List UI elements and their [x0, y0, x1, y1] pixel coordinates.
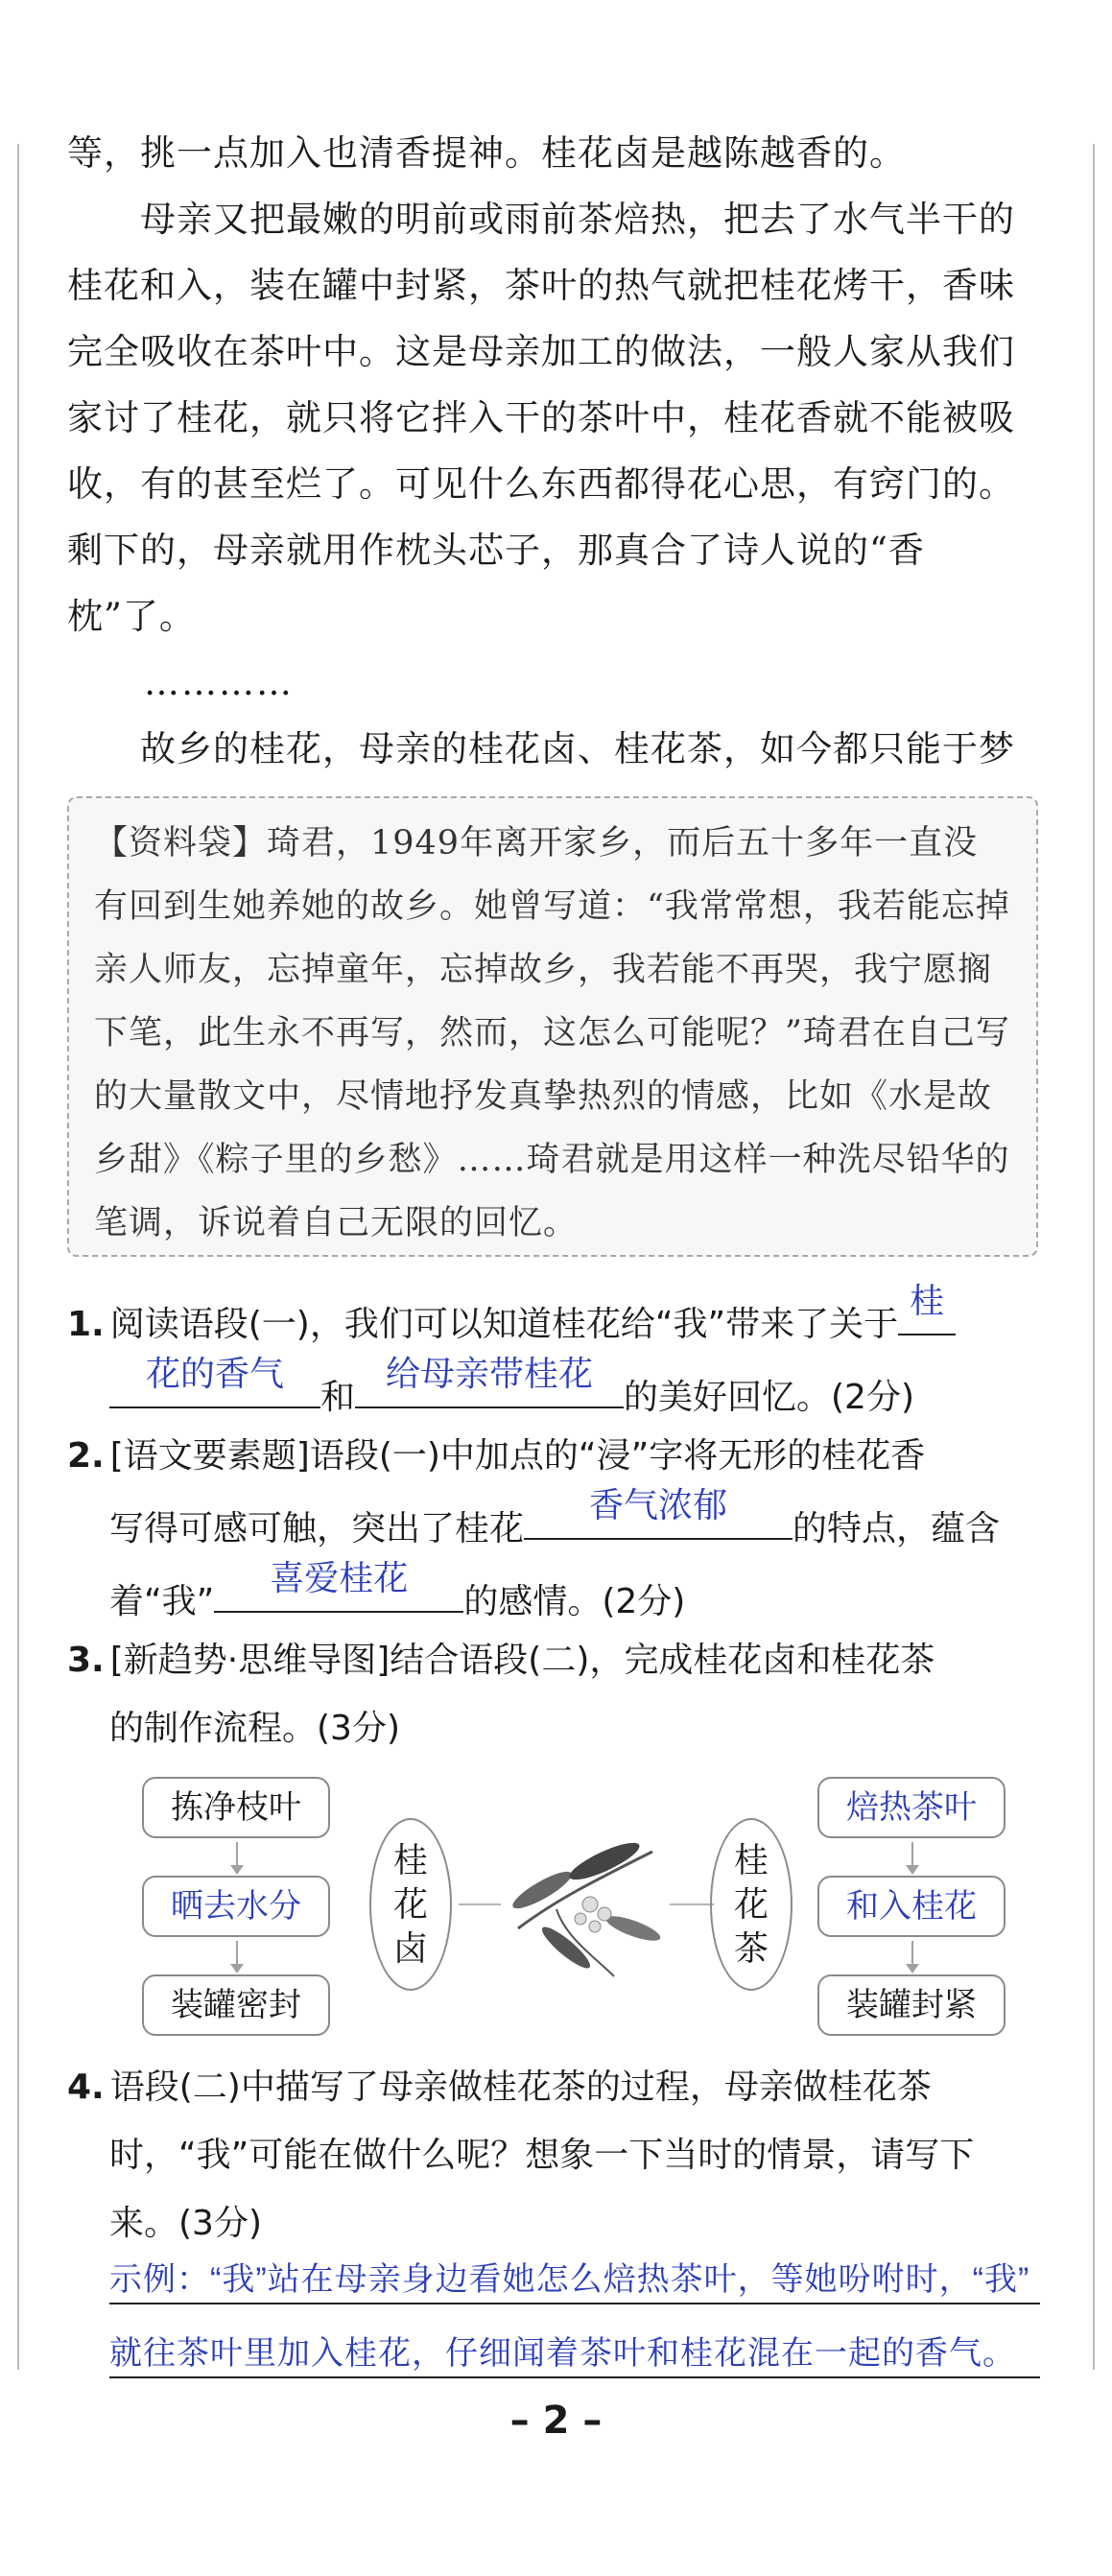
oval-char: 桂 [733, 1841, 769, 1880]
oval-char: 卤 [392, 1929, 428, 1969]
flow-step-right: 装罐封紧 [817, 1974, 1006, 2036]
answer-blank[interactable] [109, 1354, 320, 1408]
handwritten-answer: 给母亲带桂花 [386, 1354, 594, 1393]
passage-paragraph: 母亲又把最嫩的明前或雨前茶焙热，把去了水气半干的桂花和入，装在罐中封紧，茶叶的热气就把桂花烤干，香味完全吸收在茶叶中。这是母亲加工的做法，一般人家从我们家讨了桂花，就只将它拌入干的茶叶中，桂花香就不能被吸收，有的甚至烂了。可见什么东西都得花心思，有窍门的。剩下的，母亲就用作枕头芯子，那真合了诗人说的“香枕”了。 [67, 199, 1015, 637]
question-number: 3. [67, 1641, 105, 1680]
oval-char: 花 [733, 1885, 769, 1925]
flow-step-left: 拣净枝叶 [142, 1777, 330, 1838]
passage-paragraph: 等，挑一点加入也清香提神。桂花卤是越陈越香的。 [67, 132, 906, 174]
page-border-left [17, 144, 19, 2370]
question-number: 2. [67, 1436, 105, 1476]
question-text: 和 [320, 1378, 356, 1417]
writing-line [109, 2303, 1040, 2304]
question-text: 来。(3分) [109, 2204, 262, 2243]
flow-step-right-answer[interactable]: 焙热茶叶 [817, 1777, 1006, 1838]
flow-arrow [236, 1941, 238, 1970]
flow-step-left: 装罐密封 [142, 1974, 330, 2036]
flow-step-left-answer[interactable]: 晒去水分 [142, 1876, 330, 1937]
question-text: 的特点，蕴含 [793, 1509, 1001, 1548]
ellipsis-dots: ………… [144, 662, 294, 703]
handwritten-answer: 桂 [910, 1281, 945, 1320]
answer-blank[interactable] [898, 1281, 956, 1335]
flow-arrow [911, 1941, 913, 1970]
writing-line [109, 2376, 1040, 2378]
sample-answer-line[interactable]: 就往茶叶里加入桂花，仔细闻着茶叶和桂花混在一起的香气。 [109, 2335, 1016, 2372]
question-text: 的美好回忆。(2分) [624, 1378, 915, 1417]
flow-arrow [911, 1842, 913, 1871]
question-4 [67, 2053, 1055, 2257]
answer-blank[interactable] [214, 1558, 463, 1613]
answer-blank[interactable] [524, 1485, 793, 1540]
oval-char: 桂 [392, 1841, 428, 1880]
question-2 [67, 1422, 1055, 1636]
question-text: 时，“我”可能在做什么呢？想象一下当时的情景，请写下 [109, 2136, 975, 2175]
question-text: 着“我” [109, 1582, 215, 1621]
passage-paragraph: 故乡的桂花，母亲的桂花卤、桂花茶，如今都只能于梦 [140, 728, 1015, 769]
connector-line [459, 1903, 501, 1905]
handwritten-answer: 香气浓郁 [589, 1485, 728, 1524]
question-text: 的制作流程。(3分) [109, 1709, 400, 1748]
question-number: 1. [67, 1305, 105, 1344]
handwritten-answer: 花的香气 [145, 1354, 284, 1393]
flow-step-right-answer[interactable]: 和入桂花 [817, 1876, 1006, 1937]
question-text: 的感情。(2分) [463, 1582, 686, 1621]
page-border-right [1093, 144, 1095, 2370]
page-number: – 2 – [509, 2399, 603, 2443]
answer-blank[interactable] [355, 1354, 624, 1408]
osmanthus-illustration-icon [499, 1823, 672, 1986]
question-1 [67, 1281, 1055, 1431]
question-text: [新趋势·思维导图]结合语段(二)，完成桂花卤和桂花茶 [109, 1641, 935, 1680]
info-box-text: 【资料袋】琦君，1949年离开家乡，而后五十多年一直没有回到生她养她的故乡。她曾写道：“我常常想，我若能忘掉亲人师友，忘掉童年，忘掉故乡，我若能不再哭，我宁愿搁下笔，此生永不再写，然而，这怎么可能呢？”琦君在自己写的大量散文中，尽情地抒发真挚热烈的情感，比如《水是故乡甜》《粽子里的乡愁》……琦君就是用这样一种洗尽铅华的笔调，诉说着自己无限的回忆。 [94, 824, 1010, 1242]
question-3 [67, 1626, 1055, 1762]
flow-arrow [236, 1842, 238, 1871]
label-oval-left [369, 1818, 452, 1991]
label-oval-right [710, 1818, 793, 1991]
question-text: 写得可感可触，突出了桂花 [109, 1509, 525, 1548]
oval-char: 花 [392, 1885, 428, 1925]
question-number: 4. [67, 2068, 105, 2107]
question-text: 语段(二)中描写了母亲做桂花茶的过程，母亲做桂花茶 [109, 2068, 932, 2107]
question-text: 阅读语段(一)，我们可以知道桂花给“我”带来了关于 [109, 1305, 899, 1344]
sample-answer-line[interactable]: 示例：“我”站在母亲身边看她怎么焙热茶叶，等她吩咐时，“我” [109, 2261, 1030, 2298]
connector-line [670, 1903, 714, 1905]
oval-char: 茶 [733, 1929, 769, 1969]
info-box [67, 796, 1038, 1257]
handwritten-answer: 喜爱桂花 [270, 1558, 409, 1597]
question-text: [语文要素题]语段(一)中加点的“浸”字将无形的桂花香 [109, 1436, 926, 1476]
passage [67, 120, 1046, 848]
